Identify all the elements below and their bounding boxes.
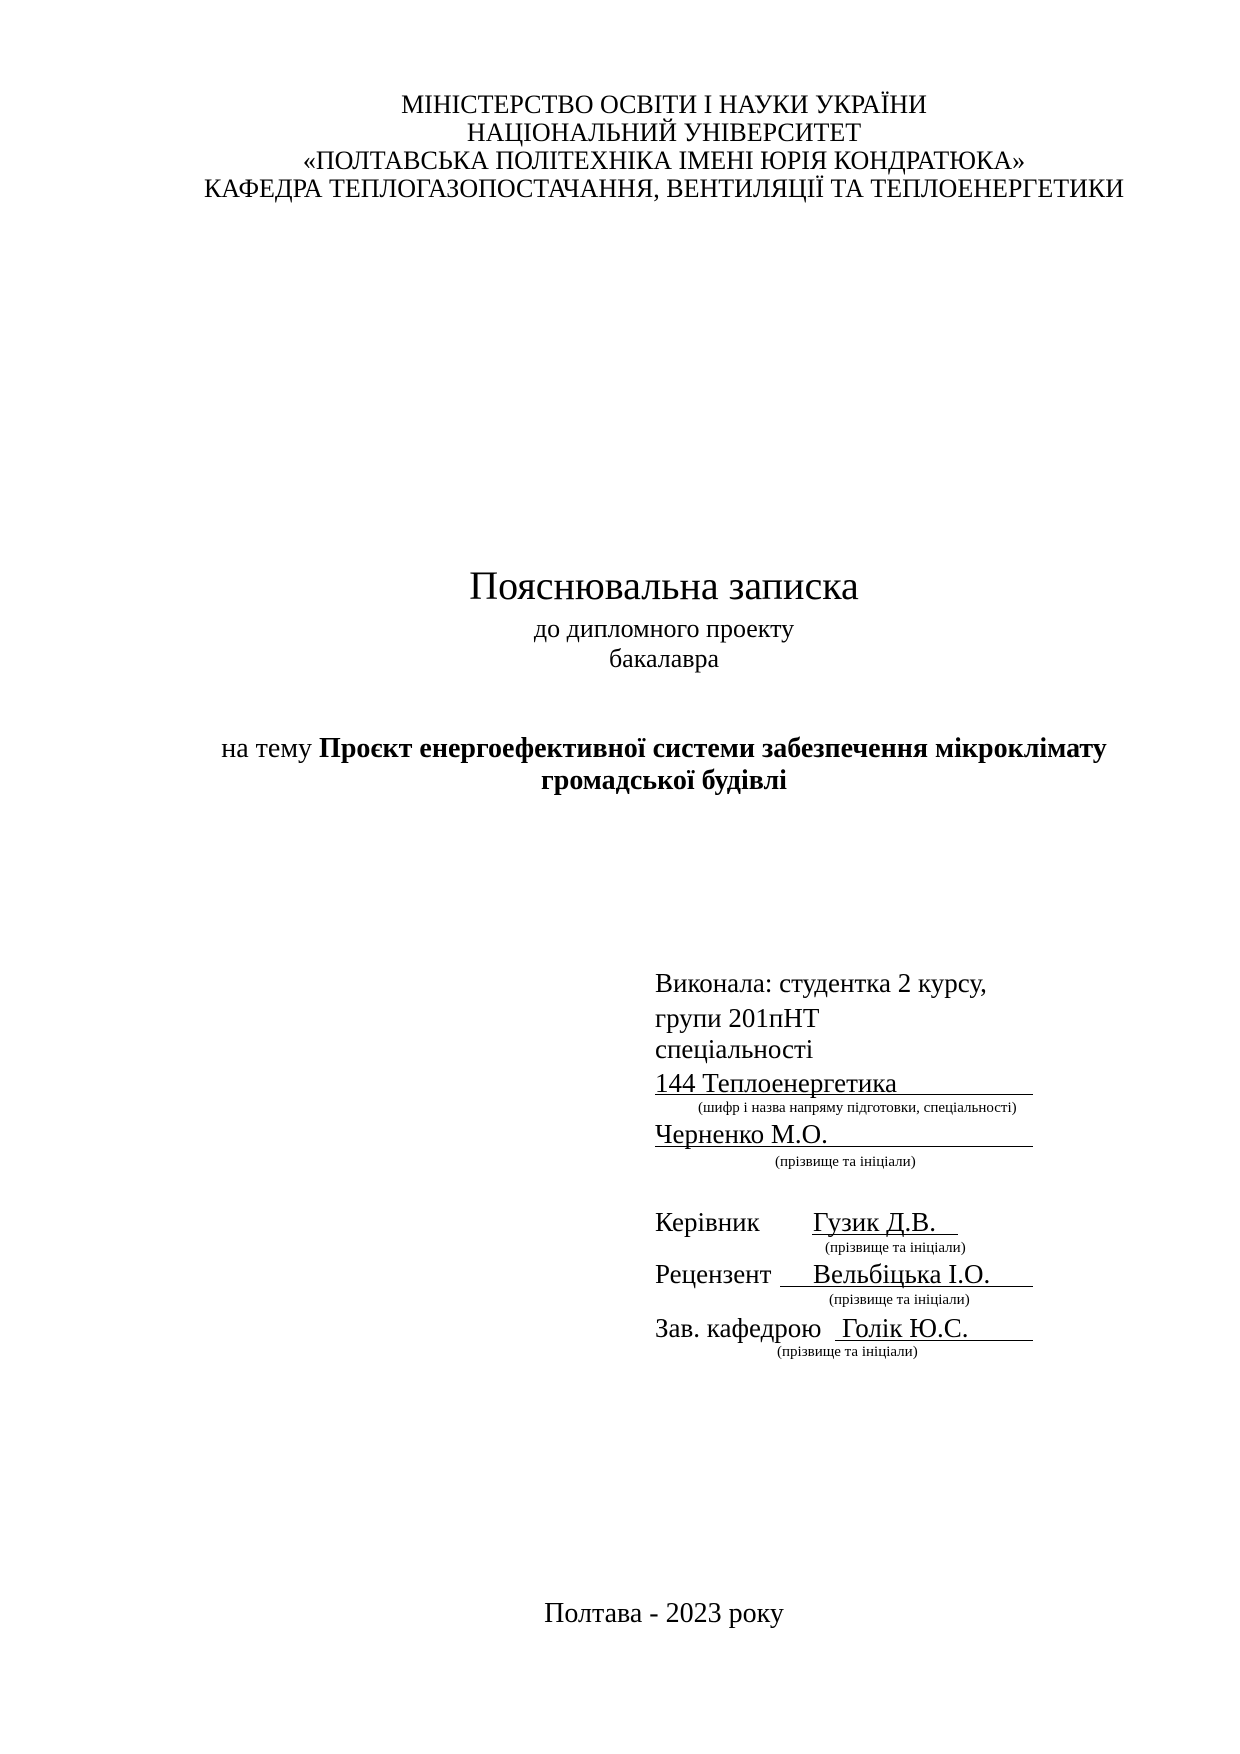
performed-by: Виконала: студентка 2 курсу, (655, 968, 987, 998)
head-of-department-underline (835, 1340, 1033, 1341)
topic-title-part-2: громадської будівлі (541, 765, 787, 796)
topic-title-part-1: Проєкт енергоефективної системи забезпечення мікроклімату (319, 733, 1107, 764)
document-title: Пояснювальна записка (469, 563, 859, 608)
topic-prefix: на тему (221, 733, 320, 764)
head-of-department-name: Голік Ю.С. (842, 1313, 969, 1343)
degree-label: бакалавра (608, 644, 720, 673)
supervisor-underline (812, 1234, 958, 1235)
student-name-underline (655, 1146, 1033, 1147)
topic-line-2 (0, 765, 1240, 797)
head-of-department-caption: (прізвище та ініціали) (777, 1344, 918, 1360)
reviewer-name: Вельбіцька І.О. (813, 1259, 991, 1289)
supervisor-caption: (прізвище та ініціали) (825, 1240, 966, 1256)
reviewer-underline (780, 1286, 1033, 1287)
reviewer-caption: (прізвище та ініціали) (829, 1292, 970, 1308)
supervisor-name: Гузик Д.В. (813, 1207, 936, 1237)
specialty-label: спеціальності (655, 1034, 814, 1064)
university-heading: НАЦІОНАЛЬНИЙ УНІВЕРСИТЕТ (466, 118, 862, 147)
specialty-caption: (шифр і назва напряму підготовки, спеціальності) (698, 1100, 1017, 1116)
department-heading: КАФЕДРА ТЕПЛОГАЗОПОСТАЧАННЯ, ВЕНТИЛЯЦІЇ ТА ТЕПЛОЕНЕРГЕТИКИ (203, 174, 1125, 203)
specialty-value: 144 Теплоенергетика (655, 1068, 898, 1098)
reviewer-label: Рецензент (655, 1259, 772, 1289)
topic-line-1 (0, 733, 1240, 765)
student-name: Черненко М.О. (655, 1119, 828, 1149)
specialty-underline (655, 1094, 1033, 1095)
ministry-heading: МІНІСТЕРСТВО ОСВІТИ І НАУКИ УКРАЇНИ (401, 90, 927, 119)
group-label: групи 201пНТ (655, 1003, 820, 1033)
supervisor-label: Керівник (655, 1207, 760, 1237)
document-subtitle: до дипломного проекту (533, 614, 795, 643)
head-of-department-label: Зав. кафедрою (655, 1313, 822, 1343)
university-name-heading: «ПОЛТАВСЬКА ПОЛІТЕХНІКА ІМЕНІ ЮРІЯ КОНДРАТЮКА» (302, 146, 1026, 175)
city-year: Полтава - 2023 року (544, 1598, 784, 1629)
student-name-caption: (прізвище та ініціали) (775, 1154, 916, 1170)
